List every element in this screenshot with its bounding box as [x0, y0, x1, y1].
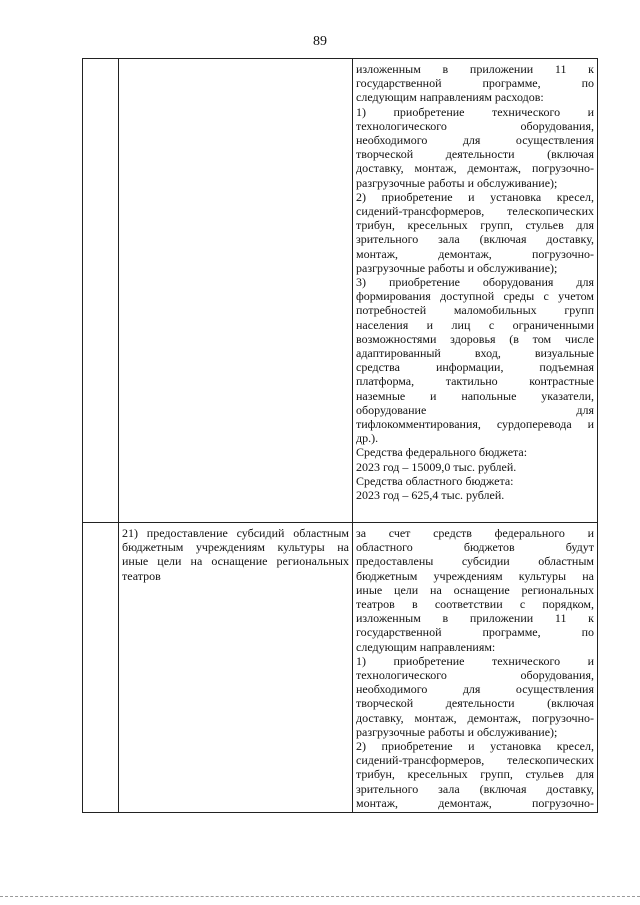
text-line: доставку, монтаж, демонтаж, погрузочно-: [356, 710, 594, 725]
text-line: зрительного зала (включая доставку,: [356, 232, 594, 247]
text-line: следующим направлениям расходов:: [356, 90, 544, 105]
row2-measure-cell: [119, 523, 353, 813]
text-line: трибун, кресельных групп, стульев для: [356, 218, 594, 233]
text-line: 1) приобретение технического и: [356, 653, 594, 668]
text-line: оборудование для: [356, 402, 594, 417]
text-line: государственной программе, по: [356, 625, 594, 640]
text-line: необходимого для осуществления: [356, 682, 594, 697]
row1-measure-cell: [119, 59, 353, 523]
program-table: [82, 58, 598, 813]
text-line: за счет средств федерального и: [356, 526, 594, 540]
text-line: монтаж, демонтаж, погрузочно-: [356, 246, 594, 261]
text-line: творческой деятельности (включая: [356, 696, 594, 711]
text-line: трибун, кресельных групп, стульев для: [356, 767, 594, 782]
text-line: потребностей маломобильных групп: [356, 303, 594, 318]
row2-description-cell: [353, 523, 598, 813]
text-line: технологического оборудования,: [356, 668, 594, 683]
text-line: доставку, монтаж, демонтаж, погрузочно-: [356, 161, 594, 176]
text-line: населения и лиц с ограниченными: [356, 317, 594, 332]
text-line: сидений-трансформеров, телескопических: [356, 204, 594, 219]
row1-number-cell: [83, 59, 119, 523]
text-line: др.).: [356, 431, 379, 446]
text-line: театров в соответствии с порядком,: [356, 597, 594, 612]
text-line: платформа, тактильно контрастные: [356, 374, 594, 389]
text-line: бюджетным учреждениям культуры на: [122, 540, 349, 555]
text-line: разгрузочные работы и обслуживание);: [356, 724, 558, 739]
text-line: монтаж, демонтаж, погрузочно-: [356, 795, 594, 810]
table-row: [83, 59, 598, 523]
text-line: 3) приобретение оборудования для: [356, 275, 594, 290]
text-line: необходимого для осуществления: [356, 133, 594, 148]
text-line: возможностями здоровья (в том числе: [356, 331, 594, 346]
text-line: разгрузочные работы и обслуживание);: [356, 260, 558, 275]
text-line: предоставлены субсидии областным: [356, 554, 594, 569]
text-line: изложенным в приложении 11 к: [356, 62, 594, 76]
text-line: иные цели на оснащение региональных: [122, 554, 349, 569]
text-line: формирования доступной среды с учетом: [356, 289, 594, 304]
text-line: Средства федерального бюджета:: [356, 445, 528, 460]
text-line: следующим направлениям:: [356, 639, 496, 654]
text-line: творческой деятельности (включая: [356, 147, 594, 162]
text-line: областного бюджетов будут: [356, 540, 594, 555]
text-line: 1) приобретение технического и: [356, 104, 594, 119]
text-line: 2) приобретение и установка кресел,: [356, 189, 594, 204]
text-line: театров: [122, 568, 161, 583]
table-row: [83, 523, 598, 813]
text-line: 2023 год – 625,4 тыс. рублей.: [356, 488, 505, 503]
text-line: иные цели на оснащение региональных: [356, 582, 594, 597]
text-line: адаптированный вход, визуальные: [356, 346, 594, 361]
text-line: бюджетным учреждениям культуры на: [356, 568, 594, 583]
text-line: 21) предоставление субсидий областным: [122, 526, 349, 540]
text-line: 2) приобретение и установка кресел,: [356, 739, 594, 754]
text-line: наземные и напольные указатели,: [356, 388, 594, 403]
text-line: тифлокомментирования, сурдоперевода и: [356, 417, 594, 432]
text-line: технологического оборудования,: [356, 118, 594, 133]
text-line: 2023 год – 15009,0 тыс. рублей.: [356, 459, 517, 474]
row1-description-cell: [353, 59, 598, 523]
text-line: зрительного зала (включая доставку,: [356, 781, 594, 796]
text-line: государственной программе, по: [356, 76, 594, 91]
text-line: средства информации, подъемная: [356, 360, 594, 375]
text-line: сидений-трансформеров, телескопических: [356, 753, 594, 768]
row2-number-cell: [83, 523, 119, 813]
text-line: Средства областного бюджета:: [356, 473, 514, 488]
page-number: 89: [313, 34, 327, 49]
text-line: изложенным в приложении 11 к: [356, 611, 594, 626]
text-line: разгрузочные работы и обслуживание);: [356, 175, 558, 190]
page-bottom-divider: [0, 896, 640, 897]
